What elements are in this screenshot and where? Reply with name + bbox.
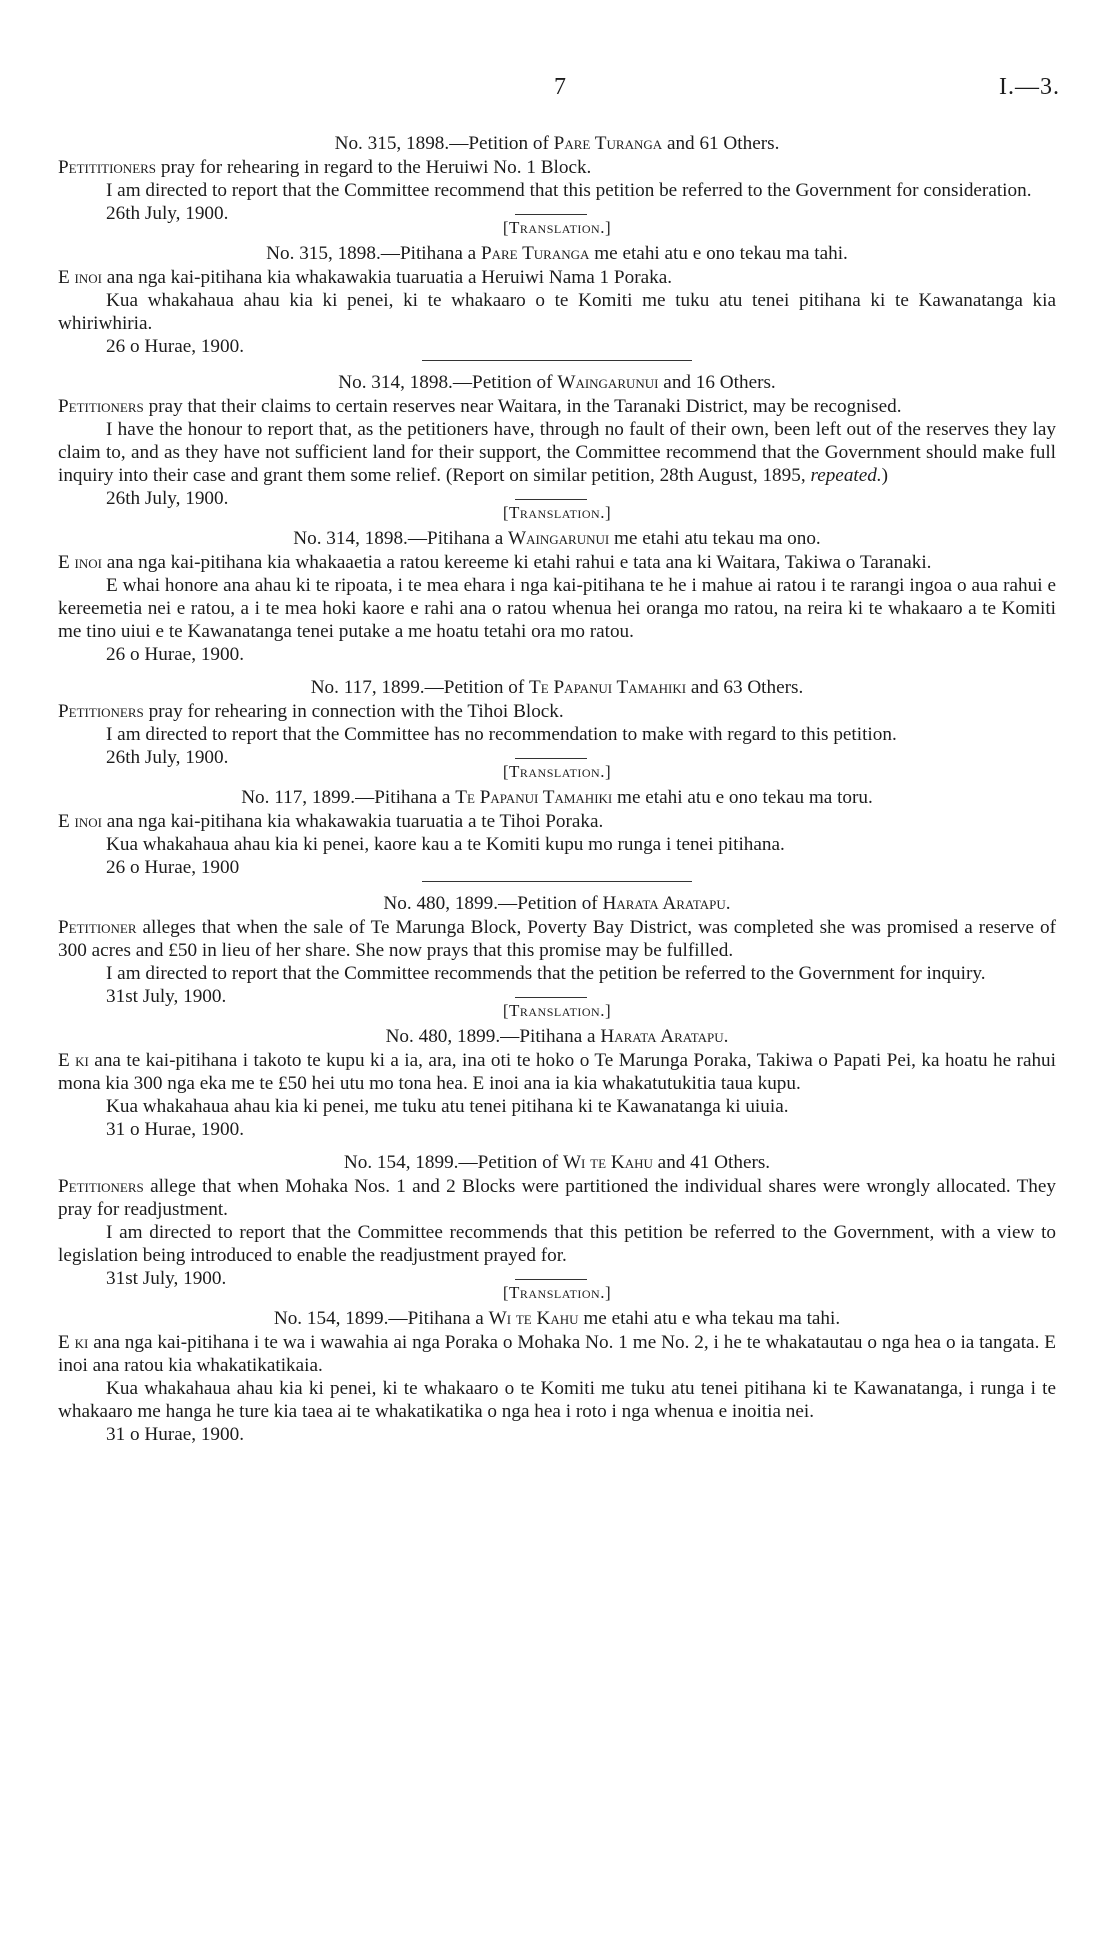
committee-report-english: I have the honour to report that, as the petitioners have, through no fault of their own, been left out of the reserves they lay claim to, and as they have not sufficient land for their support, the Committee recommend that the Government should make full inquiry into their case and grant them some relief. (Report on similar petition, 28th August, 1895, repeated.) xyxy=(58,419,1056,486)
committee-report-english: I am directed to report that the Committee has no recommendation to make with regard to this petition. xyxy=(106,724,897,745)
petition-heading-english: No. 314, 1898.—Petition of Waingarunui and 16 Others. xyxy=(338,372,776,393)
petition-summary-maori: E inoi ana nga kai-pitihana kia whakawakia tuaruatia a Heruiwi Nama 1 Poraka. xyxy=(58,267,673,288)
translation-label: [Translation.] xyxy=(502,1001,612,1020)
section-divider xyxy=(422,360,692,361)
committee-report-maori: Kua whakahaua ahau kia ki penei, ki te whakaaro o te Komiti me tuku atu tenei pitihana ki te Kawanatanga kia whiriwhiria. xyxy=(58,290,1056,334)
petition-heading-maori: No. 315, 1898.—Pitihana a Pare Turanga me etahi atu e ono tekau ma tahi. xyxy=(266,243,848,264)
committee-report-english: I am directed to report that the Committee recommends that this petition be referred to the Government, with a view to legislation being introduced to enable the readjustment prayed for. xyxy=(58,1222,1056,1266)
petition-heading-english: No. 480, 1899.—Petition of Harata Aratapu. xyxy=(383,893,731,914)
petition-heading-maori: No. 117, 1899.—Pitihana a Te Papanui Tamahiki me etahi atu e ono tekau ma toru. xyxy=(241,787,873,808)
committee-report-maori: Kua whakahaua ahau kia ki penei, ki te whakaaro o te Komiti me tuku atu tenei pitihana ki te Kawanatanga, i runga i te whakaaro me hanga he ture kia taea ai te whakatikatika o nga hea i roto i nga whenua e inoitia nei. xyxy=(58,1378,1056,1422)
petition-summary-maori: E ki ana nga kai-pitihana i te wa i wawahia ai nga Poraka o Mohaka No. 1 me No. 2, i he te whakatautau o nga hea o ia tangata. E inoi ana ratou kia whakatikatikaia. xyxy=(58,1332,1056,1376)
section-divider xyxy=(422,881,692,882)
report-date-maori: 31 o Hurae, 1900. xyxy=(106,1424,245,1445)
short-divider xyxy=(515,997,587,998)
short-divider xyxy=(515,758,587,759)
report-date-english: 31st July, 1900. xyxy=(106,986,227,1007)
short-divider xyxy=(515,214,587,215)
report-date-english: 26th July, 1900. xyxy=(106,488,229,509)
translation-label: [Translation.] xyxy=(502,762,612,781)
petition-summary-english: Petitioner alleges that when the sale of Te Marunga Block, Poverty Bay District, was completed she was promised a reserve of 300 acres and £50 in lieu of her share. She now prays that this promise may be fulfilled. xyxy=(58,917,1056,961)
report-date-maori: 26 o Hurae, 1900 xyxy=(106,857,240,878)
petition-heading-maori: No. 154, 1899.—Pitihana a Wi te Kahu me etahi atu e wha tekau ma tahi. xyxy=(273,1308,841,1329)
committee-report-english: I am directed to report that the Committee recommends that the petition be referred to the Government for inquiry. xyxy=(106,963,986,984)
petition-heading-english: No. 315, 1898.—Petition of Pare Turanga and 61 Others. xyxy=(334,133,780,154)
petition-heading-english: No. 154, 1899.—Petition of Wi te Kahu and 41 Others. xyxy=(343,1152,771,1173)
petition-entry xyxy=(58,676,1056,882)
petition-summary-english: Petitioners pray for rehearing in connection with the Tihoi Block. xyxy=(58,701,564,722)
report-date-english: 26th July, 1900. xyxy=(106,747,229,768)
committee-report-maori: E whai honore ana ahau ki te ripoata, i te mea ehara i nga kai-pitihana te he i mahue ai ratou i te rarangi ingoa o aua rahui e kereemetia nei e ratou, a i te mea hoki kaore e rahi ana o ratou whenua hei oranga mo ratou, na reira ki te whakaaro a te Komiti me tino uiui e te Kawanatanga tenei putake a me hoatu tetahi ora mo ratou. xyxy=(58,575,1056,642)
petition-entry xyxy=(58,132,1056,361)
report-date-maori: 31 o Hurae, 1900. xyxy=(106,1119,245,1140)
short-divider xyxy=(515,1279,587,1280)
petition-summary-maori: E ki ana te kai-pitihana i takoto te kupu ki a ia, ara, ina oti te hoko o Te Marunga Poraka, Takiwa o Papati Pei, ka hoatu he rahui mona kia 300 nga eka me te £50 hei utu mo tona hea. E inoi ana ia kia whakatutukitia taua kupu. xyxy=(58,1050,1056,1094)
petition-entry xyxy=(58,1151,1056,1446)
report-date-english: 31st July, 1900. xyxy=(106,1268,227,1289)
committee-report-maori: Kua whakahaua ahau kia ki penei, kaore kau a te Komiti kupu mo runga i tenei pitihana. xyxy=(106,834,785,855)
petition-heading-maori: No. 314, 1898.—Pitihana a Waingarunui me etahi atu tekau ma ono. xyxy=(293,528,821,549)
petition-heading-maori: No. 480, 1899.—Pitihana a Harata Aratapu. xyxy=(385,1026,729,1047)
petition-entry xyxy=(58,371,1056,676)
page-number: 7 xyxy=(554,74,566,100)
report-date-english: 26th July, 1900. xyxy=(106,203,229,224)
translation-label: [Translation.] xyxy=(502,1283,612,1302)
petition-heading-english: No. 117, 1899.—Petition of Te Papanui Tamahiki and 63 Others. xyxy=(310,677,804,698)
committee-report-maori: Kua whakahaua ahau kia ki penei, me tuku atu tenei pitihana ki te Kawanatanga ki uiuia. xyxy=(106,1096,789,1117)
petition-entry xyxy=(58,892,1056,1151)
committee-report-english: I am directed to report that the Committee recommend that this petition be referred to the Government for consideration. xyxy=(106,180,1032,201)
report-date-maori: 26 o Hurae, 1900. xyxy=(106,644,245,665)
petition-summary-english: Petititioners pray for rehearing in regard to the Heruiwi No. 1 Block. xyxy=(58,157,592,178)
translation-label: [Translation.] xyxy=(502,503,612,522)
translation-label: [Translation.] xyxy=(502,218,612,237)
document-body xyxy=(58,132,1056,1446)
paper-reference: I.—3. xyxy=(999,74,1060,100)
report-date-maori: 26 o Hurae, 1900. xyxy=(106,336,245,357)
petition-summary-english: Petitioners pray that their claims to certain reserves near Waitara, in the Taranaki District, may be recognised. xyxy=(58,396,902,417)
petition-summary-english: Petitioners allege that when Mohaka Nos. 1 and 2 Blocks were partitioned the individual shares were wrongly allocated. They pray for readjustment. xyxy=(58,1176,1056,1220)
short-divider xyxy=(515,499,587,500)
petition-summary-maori: E inoi ana nga kai-pitihana kia whakawakia tuaruatia a te Tihoi Poraka. xyxy=(58,811,604,832)
petition-summary-maori: E inoi ana nga kai-pitihana kia whakaaetia a ratou kereeme ki etahi rahui e tata ana ki Waitara, Takiwa o Taranaki. xyxy=(58,552,932,573)
